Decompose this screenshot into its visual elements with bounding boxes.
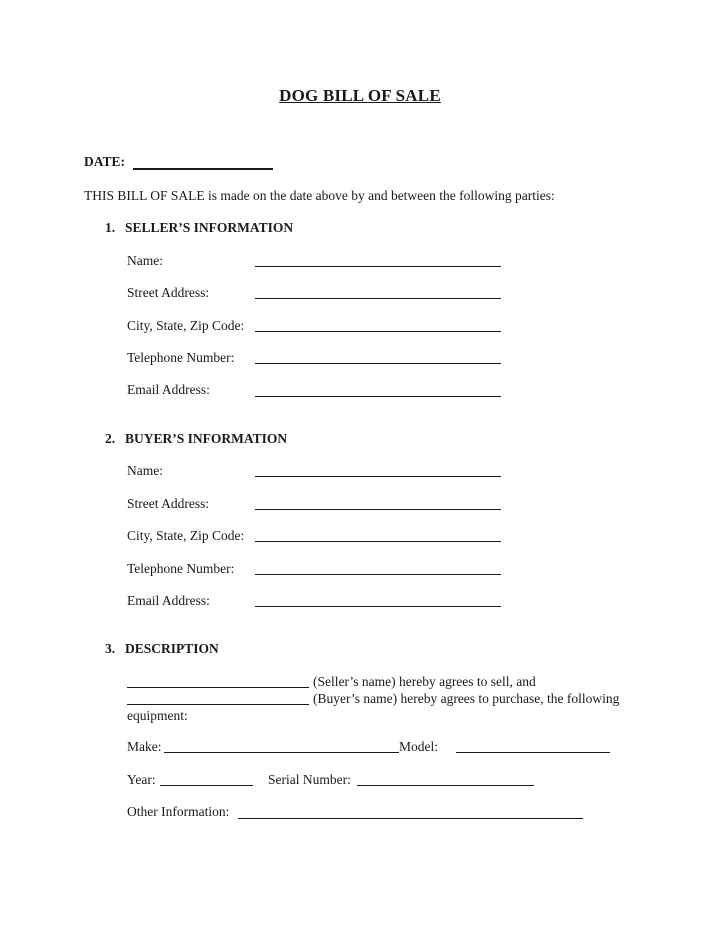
seller-section-title: SELLER’S INFORMATION <box>125 220 294 235</box>
intro-text: THIS BILL OF SALE is made on the date above by and between the following parties: <box>84 188 555 203</box>
seller-phone-field[interactable] <box>255 363 501 364</box>
model-field[interactable] <box>456 752 610 753</box>
seller-name-field[interactable] <box>255 266 501 267</box>
serial-number-field[interactable] <box>357 785 534 786</box>
seller-city-field[interactable] <box>255 331 501 332</box>
year-field[interactable] <box>160 785 253 786</box>
date-field[interactable] <box>133 168 273 170</box>
year-label: Year: <box>127 772 156 787</box>
seller-email-label: Email Address: <box>127 382 210 397</box>
buyer-section-heading <box>105 431 287 447</box>
buyer-name-label: Name: <box>127 463 163 478</box>
description-section-title: DESCRIPTION <box>125 641 219 656</box>
make-label: Make: <box>127 739 162 754</box>
buyer-email-label: Email Address: <box>127 593 210 608</box>
seller-city-label: City, State, Zip Code: <box>127 318 245 333</box>
seller-street-label: Street Address: <box>127 285 210 300</box>
seller-phone-label: Telephone Number: <box>127 350 235 365</box>
seller-street-field[interactable] <box>255 298 501 299</box>
seller-clause: (Seller’s name) hereby agrees to sell, and <box>313 674 536 689</box>
make-field[interactable] <box>164 752 399 753</box>
buyer-name-field[interactable] <box>255 476 501 477</box>
description-section-heading <box>105 641 219 657</box>
seller-name-label: Name: <box>127 253 163 268</box>
buyer-city-field[interactable] <box>255 541 501 542</box>
buyer-street-field[interactable] <box>255 509 501 510</box>
seller-section-number: 1. <box>105 220 116 235</box>
description-section-number: 3. <box>105 641 116 656</box>
other-information-label: Other Information: <box>127 804 230 819</box>
serial-number-label: Serial Number: <box>268 772 351 787</box>
seller-email-field[interactable] <box>255 396 501 397</box>
buyer-phone-label: Telephone Number: <box>127 561 235 576</box>
date-label: DATE: <box>84 154 126 169</box>
buyer-clause: (Buyer’s name) hereby agrees to purchase, the following <box>313 691 620 706</box>
buyer-email-field[interactable] <box>255 606 501 607</box>
seller-section-heading <box>105 220 293 236</box>
buyer-section-title: BUYER’S INFORMATION <box>125 431 288 446</box>
buyer-city-label: City, State, Zip Code: <box>127 528 245 543</box>
buyer-street-label: Street Address: <box>127 496 210 511</box>
buyer-name-blank[interactable] <box>127 704 309 705</box>
document-title: DOG BILL OF SALE <box>279 86 441 105</box>
buyer-section-number: 2. <box>105 431 116 446</box>
model-label: Model: <box>399 739 438 754</box>
equipment-text: equipment: <box>127 708 188 723</box>
seller-name-blank[interactable] <box>127 687 309 688</box>
other-information-field[interactable] <box>238 818 583 819</box>
buyer-phone-field[interactable] <box>255 574 501 575</box>
